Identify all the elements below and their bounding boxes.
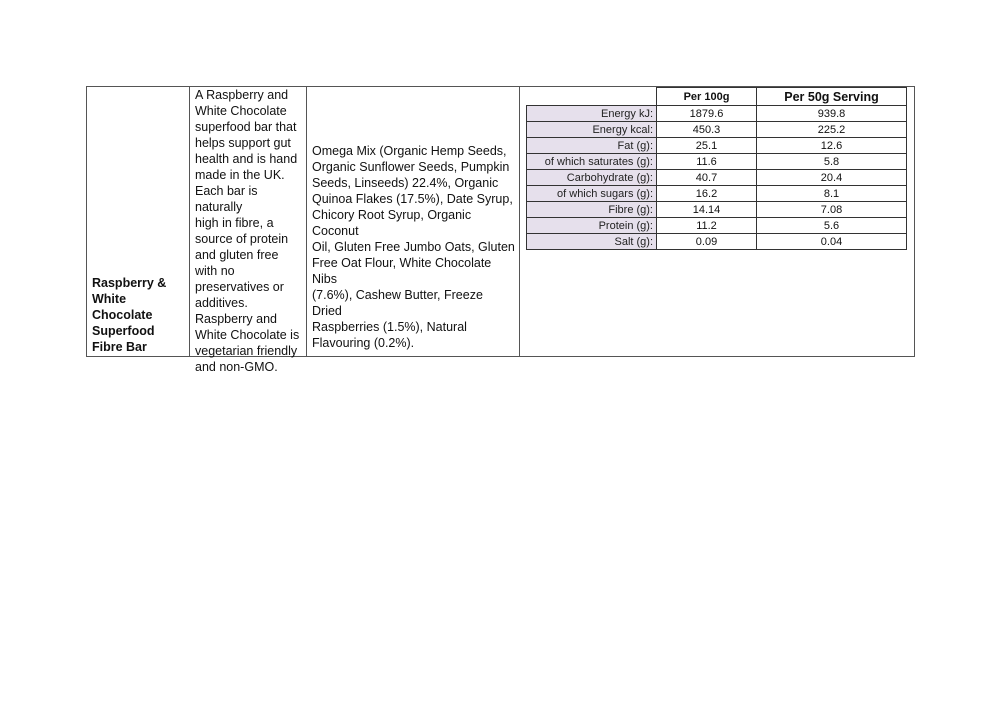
nutrition-per50-cell: 225.2 [757,122,907,138]
nutrition-row [527,202,907,218]
description-line: health and is hand [195,152,298,166]
description-line: helps support gut [195,136,291,150]
nutrition-row [527,186,907,202]
nutrition-label-cell: Energy kJ: [527,106,657,122]
nutrition-row [527,122,907,138]
description-line: White Chocolate [195,104,287,118]
nutrition-per50-cell: 8.1 [757,186,907,202]
nutrition-cell [520,87,914,356]
description-line: superfood bar that [195,120,297,134]
product-name: Raspberry & White Chocolate Superfood Fibre Bar [92,276,167,354]
product-table [86,86,915,374]
ingredients-line: Oil, Gluten Free Jumbo Oats, Gluten [312,240,515,254]
nutrition-per50-cell: 12.6 [757,138,907,154]
nutrition-label-cell: of which sugars (g): [527,186,657,202]
description-line: Raspberry and [195,312,277,326]
ingredients-line: Organic Sunflower Seeds, Pumpkin [312,160,510,174]
ingredients-line: Raspberries (1.5%), Natural [312,320,467,334]
nutrition-per50-cell: 0.04 [757,234,907,250]
nutrition-table [526,87,907,250]
description-line: and gluten free [195,248,279,262]
nutrition-label-cell: of which saturates (g): [527,154,657,170]
description-line: and non-GMO. [195,360,278,374]
description-line: additives. [195,296,248,310]
nutrition-per100-cell: 16.2 [657,186,757,202]
nutrition-per100-cell: 0.09 [657,234,757,250]
ingredients-text [312,143,515,351]
description-line: with no [195,264,235,278]
description-line: high in fibre, a [195,216,274,230]
nutrition-label-cell: Protein (g): [527,218,657,234]
nutrition-row [527,106,907,122]
nutrition-row [527,234,907,250]
nutrition-per100-cell: 11.6 [657,154,757,170]
nutrition-per50-cell: 939.8 [757,106,907,122]
nutrition-row [527,218,907,234]
nutrition-label-cell: Fat (g): [527,138,657,154]
nutrition-per50-cell: 7.08 [757,202,907,218]
nutrition-per50-cell: 5.8 [757,154,907,170]
nutrition-per100-cell: 40.7 [657,170,757,186]
description-line: vegetarian friendly [195,344,298,358]
nutrition-label-cell: Energy kcal: [527,122,657,138]
nutrition-label-cell: Carbohydrate (g): [527,170,657,186]
product-description [195,87,304,375]
description-line: Each bar is naturally [195,184,258,214]
ingredients-cell [307,87,520,356]
nutrition-per100-cell: 25.1 [657,138,757,154]
ingredients-line: Seeds, Linseeds) 22.4%, Organic [312,176,499,190]
nutrition-header-per100: Per 100g [657,88,757,106]
nutrition-per100-cell: 450.3 [657,122,757,138]
ingredients-line: Free Oat Flour, White Chocolate Nibs [312,256,492,286]
nutrition-row [527,138,907,154]
product-description-cell [190,87,307,374]
nutrition-row [527,154,907,170]
description-line: A Raspberry and [195,88,289,102]
description-line: preservatives or [195,280,284,294]
nutrition-per100-cell: 1879.6 [657,106,757,122]
nutrition-per50-cell: 5.6 [757,218,907,234]
nutrition-header-row [527,88,907,106]
ingredients-line: Omega Mix (Organic Hemp Seeds, [312,144,507,158]
ingredients-line: Flavouring (0.2%). [312,336,415,350]
ingredients-line: Chicory Root Syrup, Organic Coconut [312,208,472,238]
nutrition-header-per50: Per 50g Serving [757,88,907,106]
nutrition-label-cell: Salt (g): [527,234,657,250]
nutrition-per100-cell: 11.2 [657,218,757,234]
description-line: source of protein [195,232,289,246]
nutrition-row [527,170,907,186]
product-name-cell [87,87,190,356]
description-line: White Chocolate is [195,328,300,342]
description-line: made in the UK. [195,168,285,182]
nutrition-label-cell: Fibre (g): [527,202,657,218]
nutrition-per50-cell: 20.4 [757,170,907,186]
nutrition-per100-cell: 14.14 [657,202,757,218]
ingredients-line: Quinoa Flakes (17.5%), Date Syrup, [312,192,513,206]
ingredients-line: (7.6%), Cashew Butter, Freeze Dried [312,288,483,318]
nutrition-header-blank [527,88,657,106]
